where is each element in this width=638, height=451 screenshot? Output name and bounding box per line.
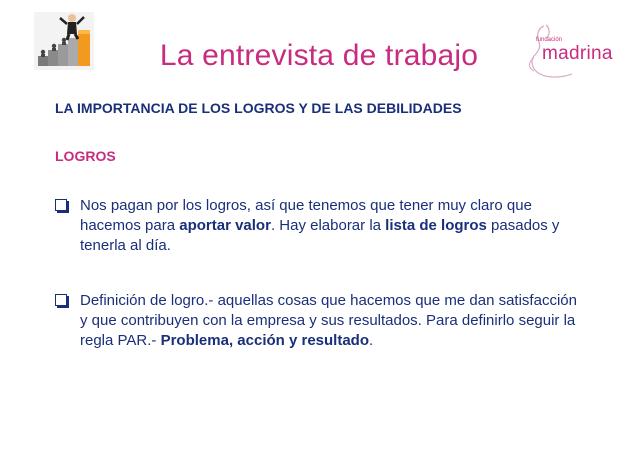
checkbox-bullet-icon (55, 294, 67, 306)
section-heading: LA IMPORTANCIA DE LOS LOGROS Y DE LAS DEBILIDADES (55, 100, 462, 116)
logo-subtext: fundación (536, 37, 563, 43)
checkbox-bullet-icon (55, 199, 67, 211)
bullet-text: Definición de logro.- aquellas cosas que hacemos que me dan satisfacción y que contribuyen con la empresa y sus resultados. Para definirlo seguir la regla PAR.- Problema, acción y resultado. (80, 292, 577, 349)
bullet-item (55, 196, 585, 256)
subheading-logros: LOGROS (55, 148, 116, 164)
bullet-item (55, 291, 585, 351)
logo-name: madrina (542, 43, 613, 64)
slide-title: La entrevista de trabajo (159, 39, 479, 72)
bullet-text: Nos pagan por los logros, así que tenemos que tener muy claro que hacemos para aportar valor. Hay elaborar la lista de logros pasados y tenerla al día. (80, 197, 560, 254)
